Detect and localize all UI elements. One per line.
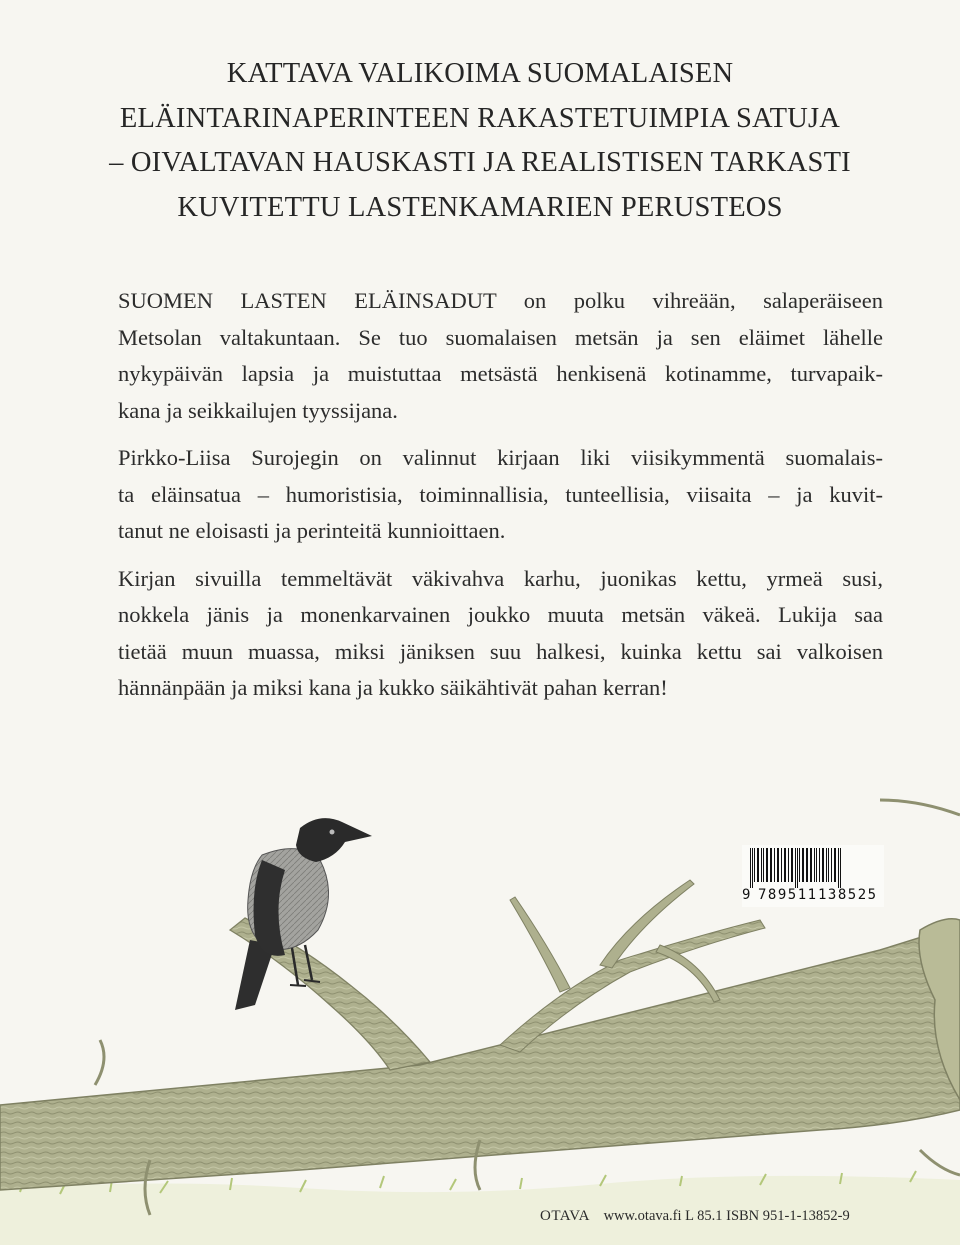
barcode-bar [752, 848, 753, 888]
tagline-line: ELÄINTARINAPERINTEEN RAKASTETUIMPIA SATUJA [119, 102, 841, 134]
blurb-line: nykypäivän lapsia ja muistuttaa metsästä henkisenä kotinamme, turvapaik- [118, 361, 883, 386]
barcode-bar [816, 848, 817, 882]
barcode-bar [822, 848, 824, 882]
barcode-number [742, 887, 884, 907]
barcode-bar [770, 848, 772, 882]
barcode-bar [791, 848, 793, 882]
blurb-line: ta eläinsatua – humoristisia, toiminnallisia, tunteellisia, viisaita – ja kuvit- [118, 481, 883, 507]
barcode-bar [750, 848, 751, 888]
barcode-bar [774, 848, 775, 882]
blurb-paragraph [118, 561, 883, 707]
barcode-bar [766, 848, 768, 882]
imprint-details: www.otava.fi L 85.1 ISBN 951-1-13852-9 [603, 1208, 850, 1224]
barcode-bar [777, 848, 779, 882]
tagline [0, 52, 960, 230]
barcode-bar [806, 848, 808, 882]
blurb-line: hännänpään ja miksi kana ja kukko säikähtivät pahan kerran! [118, 675, 668, 700]
tagline-line: – OIVALTAVAN HAUSKASTI JA REALISTISEN TARKASTI [109, 147, 851, 178]
barcode-bar [795, 848, 796, 888]
barcode-group-1: 789511 [758, 887, 818, 903]
barcode-bar [840, 848, 841, 888]
blurb-line: tanut ne eloisasti ja perinteitä kunnioittaen. [118, 518, 506, 543]
imprint-line [540, 1208, 940, 1225]
barcode-bar [838, 848, 839, 888]
tagline-line: KATTAVA VALIKOIMA SUOMALAISEN [226, 58, 734, 89]
barcode-bar [763, 848, 764, 882]
barcode-bar [781, 848, 782, 882]
barcode-bar [826, 848, 827, 882]
blurb-paragraph [118, 283, 883, 429]
barcode-bar [828, 848, 829, 882]
barcode-bar [799, 848, 800, 882]
tagline-line: KUVITETTU LASTENKAMARIEN PERUSTEOS [177, 191, 783, 223]
barcode-bar [754, 848, 755, 882]
barcode-bar [797, 848, 798, 888]
blurb-line: Kirjan sivuilla temmeltävät väkivahva karhu, juonikas kettu, yrmeä susi, [118, 565, 883, 591]
publisher-name: OTAVA [540, 1208, 590, 1224]
barcode-lead-digit: 9 [742, 887, 752, 903]
barcode-group-2: 138525 [818, 887, 878, 903]
blurb-line: Metsolan valtakuntaan. Se tuo suomalaisen metsän ja sen eläimet lähelle [118, 324, 883, 350]
barcode-bar [831, 848, 832, 882]
blurb-paragraph [118, 440, 883, 550]
blurb [118, 283, 883, 718]
blurb-line: SUOMEN LASTEN ELÄINSADUT on polku vihreään, salaperäiseen [118, 288, 883, 313]
isbn-barcode [742, 845, 884, 907]
barcode-bar [788, 848, 789, 882]
barcode-bar [757, 848, 759, 882]
barcode-bar [810, 848, 812, 882]
blurb-line: kana ja seikkailujen tyyssijana. [118, 397, 398, 423]
barcode-bar [814, 848, 815, 882]
barcode-bar [784, 848, 786, 882]
blurb-line: nokkela jänis ja monenkarvainen joukko muuta metsän väkeä. Lukija saa [118, 602, 883, 627]
barcode-bar [834, 848, 836, 882]
barcode-bars [748, 848, 876, 888]
barcode-bar [802, 848, 804, 882]
blurb-line: tietää muun muassa, miksi jäniksen suu halkesi, kuinka kettu sai valkoisen [118, 638, 883, 664]
blurb-line: Pirkko-Liisa Surojegin on valinnut kirjaan liki viisikymmentä suomalais- [118, 445, 883, 470]
barcode-bar [761, 848, 762, 882]
barcode-bar [819, 848, 820, 882]
